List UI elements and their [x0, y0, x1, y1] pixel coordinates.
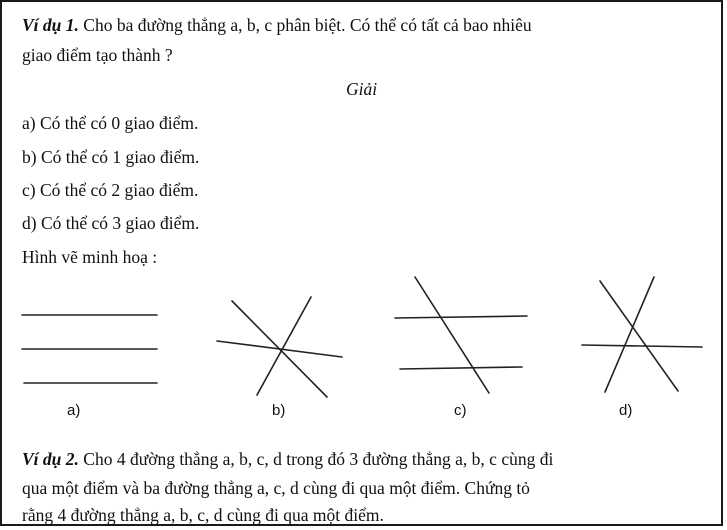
example1-label: Ví dụ 1. [22, 15, 79, 35]
case-d: d) Có thể có 3 giao điểm. [22, 213, 200, 233]
figure-d-line-2 [605, 277, 654, 392]
example2-line1 [22, 448, 553, 470]
example1-line1 [22, 14, 532, 36]
figure-c-line-1 [395, 316, 527, 318]
illustration-heading: Hình vẽ minh hoạ : [22, 247, 158, 267]
figure-label-c: c) [454, 402, 467, 419]
case-c: c) Có thể có 2 giao điểm. [22, 180, 199, 200]
figure-b-line-2 [257, 297, 311, 395]
figure-label-a: a) [67, 402, 81, 419]
example1-line2: giao điểm tạo thành ? [22, 45, 173, 65]
figure-label-b: b) [272, 402, 286, 419]
figure-d-line-3 [582, 345, 702, 347]
figure-c-line-2 [400, 367, 522, 369]
figure-d-triangle-lines [582, 277, 702, 392]
example2-label: Ví dụ 2. [22, 449, 79, 469]
figure-label-d: d) [619, 402, 633, 419]
example2-text-1: Cho 4 đường thẳng a, b, c, d trong đó 3 đường thẳng a, b, c cùng đi [78, 449, 554, 469]
solution-heading: Giải [345, 79, 378, 99]
example1-text-1: Cho ba đường thẳng a, b, c phân biệt. Có thể có tất cả bao nhiêu [78, 15, 532, 35]
figure-c-line-3 [415, 277, 489, 393]
figure-c-two-parallels-one-transversal [395, 277, 527, 393]
illustration-figures [2, 267, 725, 402]
example2-line3: rằng 4 đường thẳng a, b, c, d cùng đi qua một điểm. [22, 505, 384, 525]
figure-a-parallel-lines [22, 315, 157, 383]
case-b: b) Có thể có 1 giao điểm. [22, 147, 200, 167]
case-a: a) Có thể có 0 giao điểm. [22, 113, 199, 133]
example2-line2: qua một điểm và ba đường thẳng a, c, d cùng đi qua một điểm. Chứng tỏ [22, 478, 530, 498]
figure-b-concurrent-lines [217, 297, 342, 397]
